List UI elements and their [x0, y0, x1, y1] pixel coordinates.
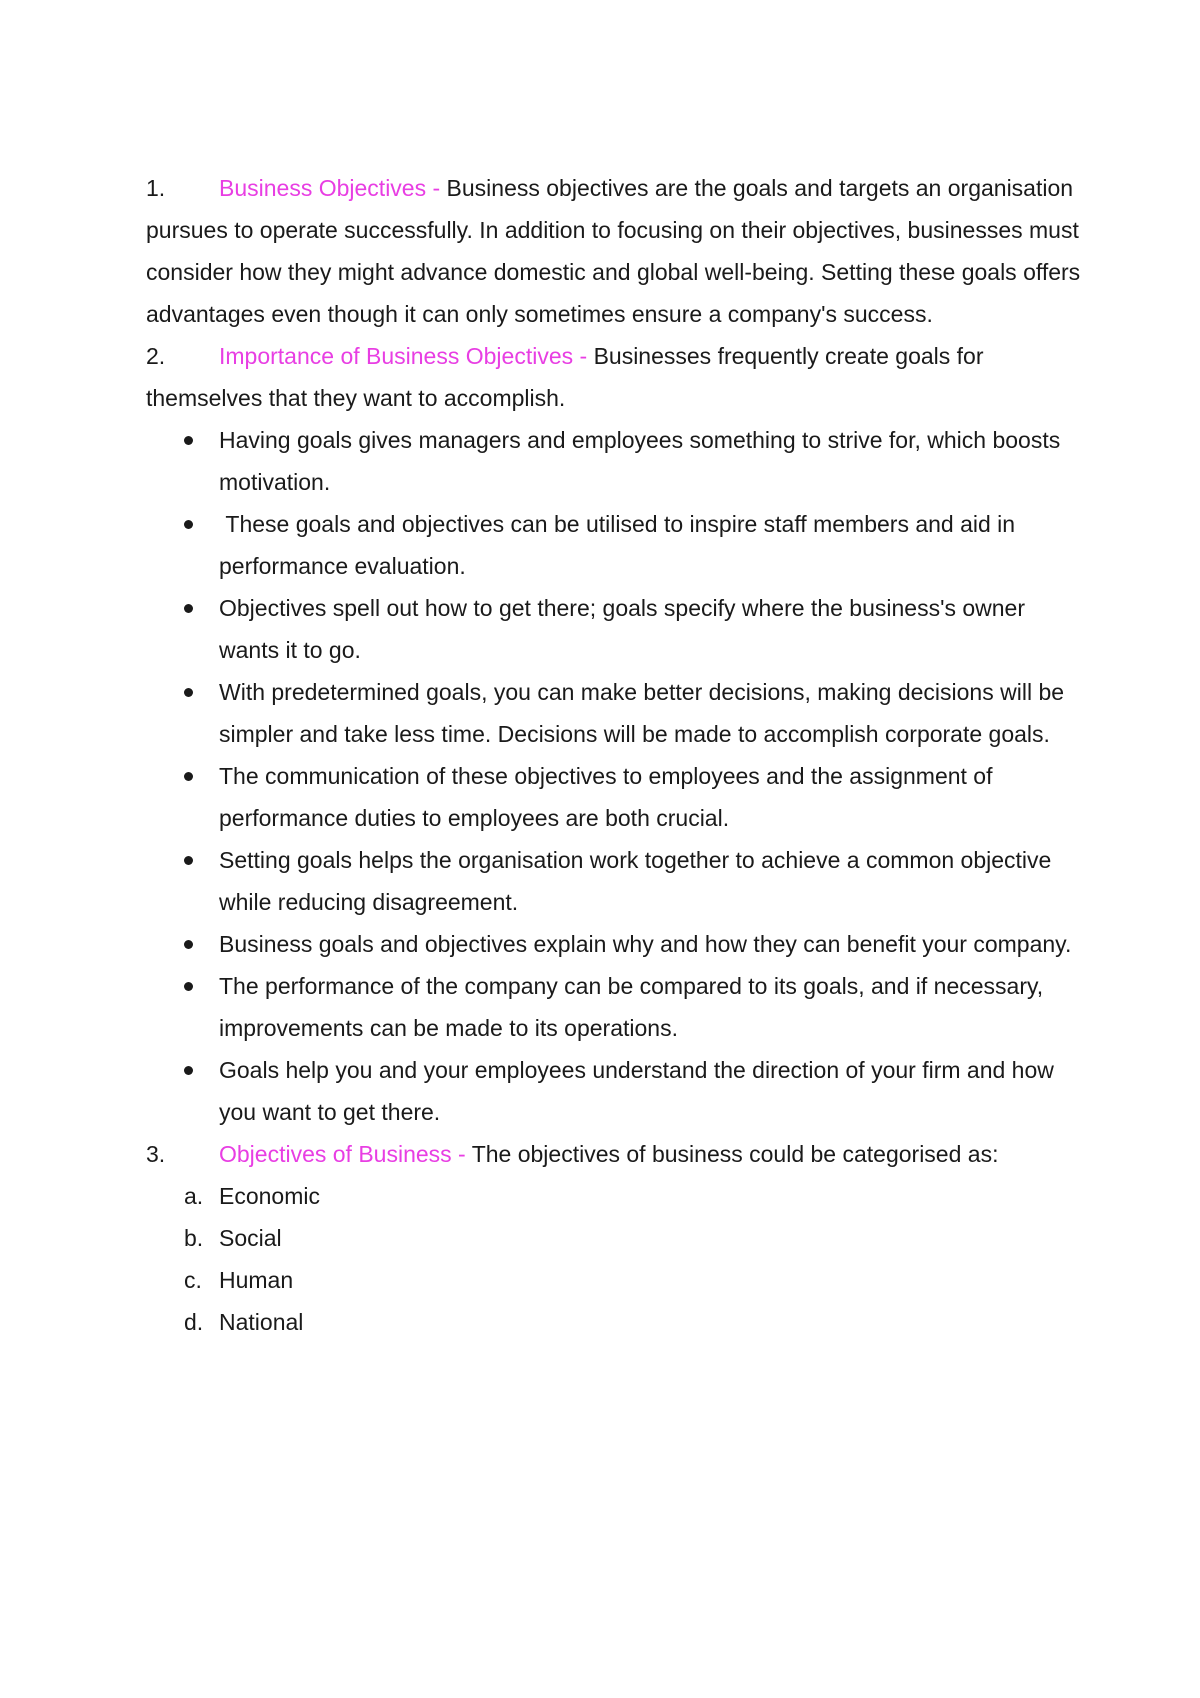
section-number: 2. [146, 343, 166, 369]
list-item [146, 587, 1086, 671]
bullet-text: Having goals gives managers and employees something to strive for, which boosts motivation. [219, 427, 1061, 495]
section-importance-of-business-objectives [146, 335, 1086, 419]
list-item [146, 839, 1086, 923]
list-item [146, 1301, 1086, 1343]
list-item [146, 1049, 1086, 1133]
importance-bullet-list [146, 419, 1086, 1133]
list-label: National [219, 1309, 304, 1335]
list-item [146, 419, 1086, 503]
bullet-text: The performance of the company can be compared to its goals, and if necessary, improvements can be made to its operations. [219, 973, 1044, 1041]
list-item [146, 1217, 1086, 1259]
bullet-text: Setting goals helps the organisation work together to achieve a common objective while reducing disagreement. [219, 847, 1052, 915]
bullet-icon [184, 982, 193, 991]
list-item [146, 1259, 1086, 1301]
section-heading: Objectives of Business [219, 1141, 452, 1167]
bullet-text: Business goals and objectives explain why and how they can benefit your company. [219, 931, 1072, 957]
bullet-icon [184, 772, 193, 781]
list-marker: c. [184, 1267, 202, 1293]
bullet-icon [184, 856, 193, 865]
bullet-icon [184, 604, 193, 613]
bullet-text: Goals help you and your employees understand the direction of your firm and how you want to get there. [219, 1057, 1054, 1125]
list-item [146, 755, 1086, 839]
bullet-icon [184, 688, 193, 697]
list-item [146, 503, 1086, 587]
objectives-lettered-list [146, 1175, 1086, 1343]
section-objectives-of-business [146, 1133, 1086, 1175]
list-label: Social [219, 1225, 282, 1251]
bullet-icon [184, 940, 193, 949]
bullet-text: The communication of these objectives to employees and the assignment of performance duties to employees are both crucial. [219, 763, 993, 831]
list-item [146, 671, 1086, 755]
list-label: Economic [219, 1183, 320, 1209]
list-marker: b. [184, 1225, 204, 1251]
bullet-icon [184, 1066, 193, 1075]
list-marker: a. [184, 1183, 204, 1209]
bullet-icon [184, 436, 193, 445]
bullet-text: Objectives spell out how to get there; goals specify where the business's owner wants it to go. [219, 595, 1025, 663]
bullet-text: These goals and objectives can be utilised to inspire staff members and aid in performance evaluation. [219, 511, 1022, 579]
section-business-objectives [146, 167, 1086, 335]
list-marker: d. [184, 1309, 204, 1335]
list-item [146, 965, 1086, 1049]
section-text: The objectives of business could be categorised as: [471, 1141, 999, 1167]
section-text: Businesses frequently create goals for themselves that they want to accomplish. [146, 343, 984, 411]
section-number: 1. [146, 175, 166, 201]
list-item [146, 1175, 1086, 1217]
section-separator: - [573, 343, 594, 369]
section-heading: Business Objectives [219, 175, 427, 201]
bullet-icon [184, 520, 193, 529]
document-page [146, 167, 1086, 1343]
section-separator: - [451, 1141, 472, 1167]
list-label: Human [219, 1267, 294, 1293]
list-item [146, 923, 1086, 965]
section-separator: - [426, 175, 447, 201]
section-text: Business objectives are the goals and targets an organisation pursues to operate successfully. In addition to focusing on their objectives, businesses must consider how they might advance domestic and global well-being. Setting these goals offers advantages even though it can only sometimes ensure a company's success. [146, 175, 1081, 327]
section-heading: Importance of Business Objectives [219, 343, 574, 369]
bullet-text: With predetermined goals, you can make better decisions, making decisions will be simpler and take less time. Decisions will be made to accomplish corporate goals. [219, 679, 1065, 747]
section-number: 3. [146, 1141, 166, 1167]
